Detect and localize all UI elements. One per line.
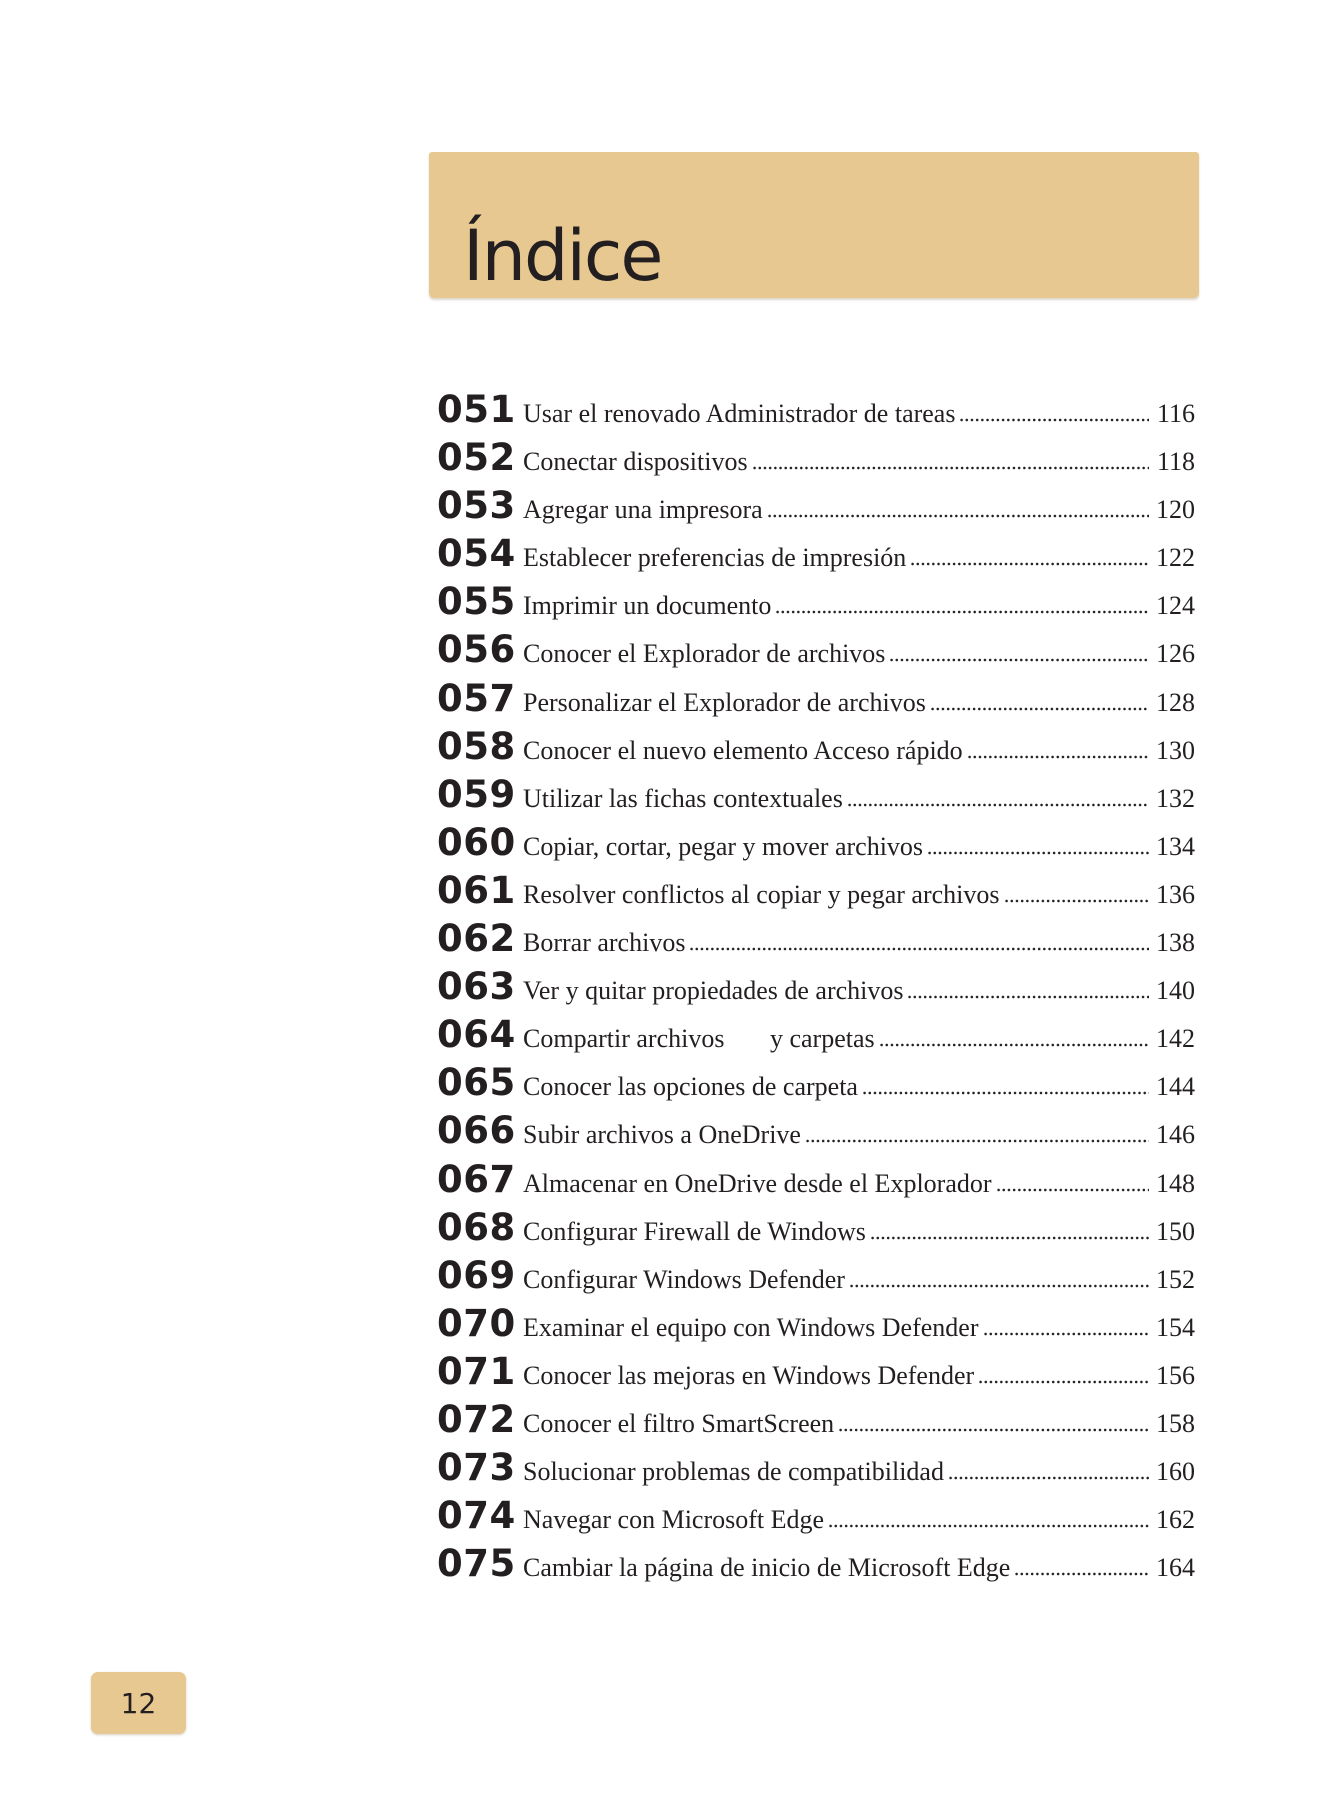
toc-entry[interactable] xyxy=(437,1494,1195,1542)
toc-entry-number: 074 xyxy=(437,1494,516,1538)
toc-entry[interactable] xyxy=(437,917,1195,965)
toc-dot-leader xyxy=(930,707,1149,711)
toc-entry[interactable] xyxy=(437,1446,1195,1494)
toc-entry-number: 065 xyxy=(437,1061,516,1105)
toc-entry-title: Configurar Windows Defender xyxy=(523,1264,845,1294)
toc-dot-leader xyxy=(907,995,1149,999)
toc-entry-number: 064 xyxy=(437,1013,516,1057)
toc-entry[interactable] xyxy=(437,1206,1195,1254)
page-title: Índice xyxy=(463,215,662,297)
toc-entry-page: 126 xyxy=(1156,639,1195,669)
toc-entry-page: 132 xyxy=(1156,783,1195,813)
toc-dot-leader xyxy=(1014,1572,1149,1576)
toc-entry-page: 136 xyxy=(1156,879,1195,909)
toc-entry-number: 067 xyxy=(437,1157,516,1201)
toc-entry-title: Compartir archivos y carpetas xyxy=(523,1024,875,1054)
toc-dot-leader xyxy=(862,1091,1149,1095)
toc-entry[interactable] xyxy=(437,388,1195,436)
toc-entry-number: 054 xyxy=(437,532,516,576)
toc-entry-page: 116 xyxy=(1156,399,1195,428)
toc-entry-number: 060 xyxy=(437,820,516,864)
toc-entry-title: Ver y quitar propiedades de archivos xyxy=(523,976,904,1006)
toc-entry-number: 057 xyxy=(437,676,516,720)
toc-entry-number: 063 xyxy=(437,965,516,1009)
toc-entry[interactable] xyxy=(437,1061,1195,1109)
toc-dot-leader xyxy=(828,1524,1149,1528)
toc-entry-title: Conectar dispositivos xyxy=(523,447,748,477)
toc-entry-number: 058 xyxy=(437,724,516,768)
toc-entry-page: 138 xyxy=(1156,928,1195,958)
toc-entry-title: Examinar el equipo con Windows Defender xyxy=(523,1312,979,1342)
toc-entry[interactable] xyxy=(437,1254,1195,1302)
toc-entry-number: 068 xyxy=(437,1205,516,1249)
toc-entry-page: 164 xyxy=(1156,1553,1195,1583)
toc-dot-leader xyxy=(967,755,1149,759)
toc-dot-leader xyxy=(978,1380,1149,1384)
toc-entry-page: 128 xyxy=(1156,687,1195,717)
toc-entry-title: Conocer las opciones de carpeta xyxy=(523,1072,858,1102)
page-number: 12 xyxy=(120,1686,157,1720)
toc-entry[interactable] xyxy=(437,1398,1195,1446)
toc-entry-title: Subir archivos a OneDrive xyxy=(523,1120,801,1150)
toc-dot-leader xyxy=(948,1476,1149,1480)
toc-entry-page: 146 xyxy=(1156,1120,1195,1150)
toc-entry-title: Resolver conflictos al copiar y pegar archivos xyxy=(523,879,1000,909)
toc-entry-number: 070 xyxy=(437,1301,516,1345)
toc-dot-leader xyxy=(689,947,1149,951)
toc-entry-number: 062 xyxy=(437,917,516,961)
toc-entry-title: Copiar, cortar, pegar y mover archivos xyxy=(523,831,924,861)
toc-dot-leader xyxy=(805,1139,1149,1143)
toc-entry-number: 069 xyxy=(437,1253,516,1297)
toc-entry[interactable] xyxy=(437,1013,1195,1061)
toc-dot-leader xyxy=(889,658,1149,662)
toc-entry-page: 162 xyxy=(1156,1505,1195,1535)
toc-dot-leader xyxy=(870,1236,1149,1240)
toc-dot-leader xyxy=(996,1188,1149,1192)
toc-entry-page: 120 xyxy=(1156,495,1195,525)
toc-entry-title: Usar el renovado Administrador de tareas xyxy=(523,399,956,428)
toc-dot-leader xyxy=(1004,899,1150,903)
toc-entry[interactable] xyxy=(437,436,1195,484)
toc-entry[interactable] xyxy=(437,725,1195,773)
toc-entry-page: 150 xyxy=(1156,1216,1195,1246)
toc-entry-page: 154 xyxy=(1156,1312,1195,1342)
toc-entry-number: 075 xyxy=(437,1542,516,1586)
toc-entry-page: 118 xyxy=(1156,447,1195,477)
toc-entry-title: Establecer preferencias de impresión xyxy=(523,543,907,573)
toc-entry-title: Conocer el nuevo elemento Acceso rápido xyxy=(523,735,963,765)
toc-entry-number: 056 xyxy=(437,628,516,672)
table-of-contents xyxy=(437,388,1195,1590)
toc-entry[interactable] xyxy=(437,1158,1195,1206)
toc-entry-title: Conocer las mejoras en Windows Defender xyxy=(523,1360,975,1390)
toc-entry-title: Agregar una impresora xyxy=(523,495,763,525)
toc-entry-page: 158 xyxy=(1156,1408,1195,1438)
toc-entry[interactable] xyxy=(437,580,1195,628)
toc-dot-leader xyxy=(959,418,1149,422)
toc-entry[interactable] xyxy=(437,1109,1195,1157)
toc-dot-leader xyxy=(879,1043,1149,1047)
toc-entry-title: Configurar Firewall de Windows xyxy=(523,1216,866,1246)
toc-entry-title: Almacenar en OneDrive desde el Explorador xyxy=(523,1168,992,1198)
toc-entry-title: Imprimir un documento xyxy=(523,591,772,621)
toc-entry[interactable] xyxy=(437,965,1195,1013)
toc-dot-leader xyxy=(910,562,1149,566)
toc-entry-title: Solucionar problemas de compatibilidad xyxy=(523,1457,944,1487)
toc-entry-number: 061 xyxy=(437,868,516,912)
toc-entry[interactable] xyxy=(437,869,1195,917)
toc-entry-page: 156 xyxy=(1156,1360,1195,1390)
toc-dot-leader xyxy=(775,610,1149,614)
toc-entry-number: 051 xyxy=(437,388,516,431)
toc-entry-title: Borrar archivos xyxy=(523,928,686,958)
toc-entry-title: Utilizar las fichas contextuales xyxy=(523,783,843,813)
toc-dot-leader xyxy=(927,851,1149,855)
toc-dot-leader xyxy=(847,803,1149,807)
toc-entry[interactable] xyxy=(437,532,1195,580)
toc-entry-number: 055 xyxy=(437,580,516,624)
toc-entry[interactable] xyxy=(437,1350,1195,1398)
toc-entry-page: 134 xyxy=(1156,831,1195,861)
toc-dot-leader xyxy=(767,514,1149,518)
page-number-tab xyxy=(91,1672,186,1734)
toc-entry-number: 053 xyxy=(437,484,516,528)
toc-entry-number: 072 xyxy=(437,1397,516,1441)
toc-entry-page: 142 xyxy=(1156,1024,1195,1054)
toc-entry-page: 148 xyxy=(1156,1168,1195,1198)
toc-entry-page: 144 xyxy=(1156,1072,1195,1102)
toc-entry-page: 122 xyxy=(1156,543,1195,573)
toc-entry-page: 140 xyxy=(1156,976,1195,1006)
toc-entry-title: Conocer el filtro SmartScreen xyxy=(523,1408,835,1438)
toc-entry-title: Cambiar la página de inicio de Microsoft Edge xyxy=(523,1553,1011,1583)
toc-entry-title: Personalizar el Explorador de archivos xyxy=(523,687,926,717)
toc-entry-number: 059 xyxy=(437,772,516,816)
toc-entry-number: 066 xyxy=(437,1109,516,1153)
toc-entry-page: 124 xyxy=(1156,591,1195,621)
toc-dot-leader xyxy=(752,466,1149,470)
toc-entry[interactable] xyxy=(437,821,1195,869)
toc-entry-title: Navegar con Microsoft Edge xyxy=(523,1505,825,1535)
toc-entry-number: 071 xyxy=(437,1349,516,1393)
toc-entry[interactable] xyxy=(437,628,1195,676)
toc-entry-page: 152 xyxy=(1156,1264,1195,1294)
toc-entry[interactable] xyxy=(437,677,1195,725)
title-band xyxy=(429,152,1199,298)
toc-entry-number: 073 xyxy=(437,1446,516,1490)
toc-entry-page: 160 xyxy=(1156,1457,1195,1487)
toc-entry[interactable] xyxy=(437,1302,1195,1350)
toc-dot-leader xyxy=(838,1428,1149,1432)
toc-entry[interactable] xyxy=(437,773,1195,821)
toc-entry-page: 130 xyxy=(1156,735,1195,765)
toc-entry-title: Conocer el Explorador de archivos xyxy=(523,639,886,669)
toc-entry[interactable] xyxy=(437,1542,1195,1590)
toc-dot-leader xyxy=(849,1284,1149,1288)
toc-dot-leader xyxy=(983,1332,1150,1336)
toc-entry[interactable] xyxy=(437,484,1195,532)
toc-entry-number: 052 xyxy=(437,436,516,480)
